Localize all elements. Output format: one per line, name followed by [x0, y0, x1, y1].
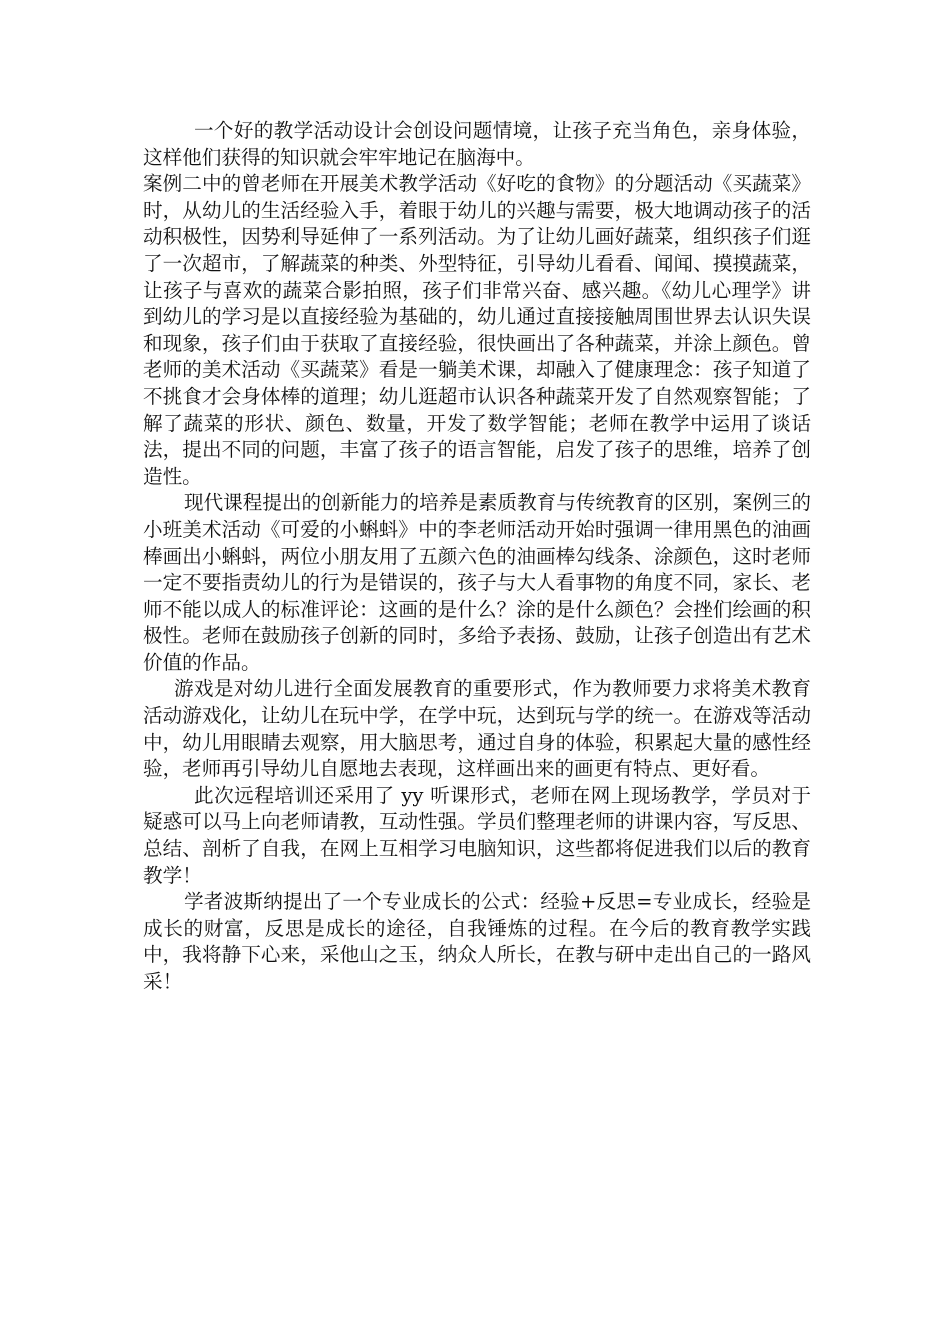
paragraph-case-two: 案例二中的曾老师在开展美术教学活动《好吃的食物》的分题活动《买蔬菜》时，从幼儿的生活经验入手，着眼于幼儿的兴趣与需要，极大地调动孩子的活动积极性，因势利导延伸了一系列活动。为了让幼儿画好蔬菜，组织孩子们逛了一次超市，了解蔬菜的种类、外型特征，引导幼儿看看、闻闻、摸摸蔬菜，让孩子与喜欢的蔬菜合影拍照，孩子们非常兴奋、感兴趣。《幼儿心理学》讲到幼儿的学习是以直接经验为基础的，幼儿通过直接接触周围世界去认识失误和现象，孩子们由于获取了直接经验，很快画出了各种蔬菜，并涂上颜色。曾老师的美术活动《买蔬菜》看是一躺美术课，却融入了健康理念：孩子知道了不挑食才会身体棒的道理；幼儿逛超市认识各种蔬菜开发了自然观察智能；了解了蔬菜的形状、颜色、数量，开发了数学智能；老师在教学中运用了谈话法，提出不同的问题，丰富了孩子的语言智能，启发了孩子的思维，培养了创造性。	[143, 172, 811, 488]
paragraph-remote-training: 此次远程培训还采用了 yy 听课形式，老师在网上现场教学，学员对于疑惑可以马上向老师请教，互动性强。学员们整理老师的讲课内容，写反思、总结、剖析了自我，在网上互相学习电脑知识，这些都将促进我们以后的教育教学！	[143, 783, 811, 887]
paragraph-intro: 一个好的教学活动设计会创设问题情境，让孩子充当角色，亲身体验，这样他们获得的知识就会牢牢地记在脑海中。	[143, 119, 811, 169]
paragraph-conclusion: 学者波斯纳提出了一个专业成长的公式：经验+反思=专业成长，经验是成长的财富，反思是成长的途径，自我锤炼的过程。在今后的教育教学实践中，我将静下心来，采他山之玉，纳众人所长，在教与研中走出自己的一路风采！	[143, 890, 811, 993]
paragraph-case-three: 现代课程提出的创新能力的培养是素质教育与传统教育的区别，案例三的小班美术活动《可爱的小蝌蚪》中的李老师活动开始时强调一律用黑色的油画棒画出小蝌蚪，两位小朋友用了五颜六色的油画棒勾线条、涂颜色，这时老师一定不要指责幼儿的行为是错误的，孩子与大人看事物的角度不同，家长、老师不能以成人的标准评论：这画的是什么？涂的是什么颜色？会挫们绘画的积极性。老师在鼓励孩子创新的同时，多给予表扬、鼓励，让孩子创造出有艺术价值的作品。	[143, 491, 811, 674]
document-body	[143, 118, 811, 996]
paragraph-games: 游戏是对幼儿进行全面发展教育的重要形式，作为教师要力求将美术教育活动游戏化，让幼儿在玩中学，在学中玩，达到玩与学的统一。在游戏等活动中，幼儿用眼睛去观察，用大脑思考，通过自身的体验，积累起大量的感性经验，老师再引导幼儿自愿地去表现，这样画出来的画更有特点、更好看。	[143, 677, 811, 781]
